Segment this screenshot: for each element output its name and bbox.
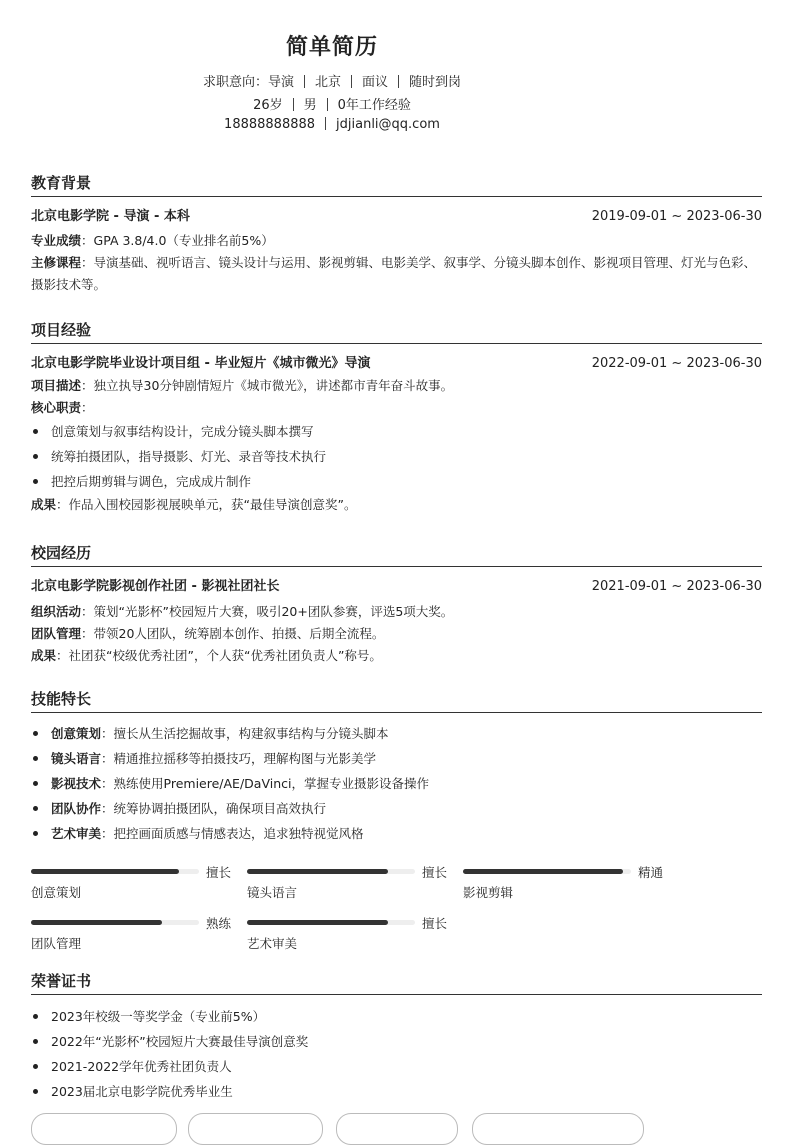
project-date: 2022-09-01 ~ 2023-06-30 (591, 356, 762, 371)
gpa-line (31, 230, 762, 252)
campus-head (31, 577, 762, 597)
campus-value: ：策划“光影杯”校园短片大赛，吸引20+团队参赛，评选5项大奖。 (81, 604, 454, 619)
skill-bar-track (247, 920, 415, 925)
skill-name: 镜头语言 (247, 885, 298, 900)
list-item: 2023届北京电影学院优秀毕业生 (31, 1079, 762, 1104)
age: 26岁 (253, 98, 283, 113)
skill-bar-track (31, 920, 199, 925)
list-item: 统筹拍摄团队，指导摄影、灯光、录音等技术执行 (31, 444, 762, 469)
course-line (31, 252, 762, 296)
list-item (31, 721, 762, 746)
section-divider (31, 994, 762, 995)
desc-label: 项目描述 (31, 378, 82, 393)
campus-value: ：带领20人团队，统筹剧本创作、拍摄、后期全流程。 (81, 626, 385, 641)
header-personal-line (0, 94, 664, 113)
skill-label: 艺术审美 (51, 826, 102, 841)
separator (325, 117, 326, 130)
project-name: 北京电影学院毕业设计项目组 - 毕业短片《城市微光》导演 (31, 356, 371, 371)
section-divider (31, 566, 762, 567)
skill-bar-track (463, 869, 631, 874)
club-role: 北京电影学院影视创作社团 - 影视社团社长 (31, 579, 280, 594)
skill-desc: ：统筹协调拍摄团队，确保项目高效执行 (101, 801, 327, 816)
school-major-degree: 北京电影学院 - 导演 - 本科 (31, 209, 190, 224)
tag-pill (336, 1113, 458, 1145)
project-section (31, 319, 762, 516)
skill-bar-fill (31, 920, 162, 925)
skill-bar-fill (31, 869, 179, 874)
skill-bar-track (31, 869, 199, 874)
section-divider (31, 343, 762, 344)
duty-colon: ： (81, 400, 94, 415)
skill-level: 熟练 (206, 916, 232, 931)
separator (304, 75, 305, 88)
section-title: 教育背景 (31, 174, 92, 192)
tag-pill (188, 1113, 323, 1145)
email: jdjianli@qq.com (336, 117, 440, 132)
list-item (31, 771, 762, 796)
list-item (31, 796, 762, 821)
skill-label: 影视技术 (51, 776, 102, 791)
education-date: 2019-09-01 ~ 2023-06-30 (591, 209, 762, 224)
project-desc-line (31, 375, 762, 397)
section-title: 技能特长 (31, 690, 92, 708)
skill-level: 擅长 (206, 865, 232, 880)
skill-desc: ：精通推拉摇移等拍摄技巧，理解构图与光影美学 (101, 751, 377, 766)
list-item (31, 746, 762, 771)
gender: 男 (303, 98, 317, 113)
campus-label: 组织活动 (31, 604, 82, 619)
campus-section (31, 542, 762, 667)
list-item: 创意策划与叙事结构设计，完成分镜头脚本撰写 (31, 419, 762, 444)
skill-label: 创意策划 (51, 726, 102, 741)
gpa-label: 专业成绩 (31, 233, 82, 248)
campus-line (31, 645, 762, 667)
gpa-value: ：GPA 3.8/4.0（专业排名前5%） (81, 233, 274, 248)
list-item: 把控后期剪辑与调色，完成成片制作 (31, 469, 762, 494)
duty-line (31, 397, 762, 419)
course-label: 主修课程 (31, 255, 82, 270)
project-result-line (31, 494, 762, 516)
section-title: 项目经验 (31, 321, 92, 339)
desc-value: ：独立执导30分钟剧情短片《城市微光》，讲述都市青年奋斗故事。 (81, 378, 454, 393)
skill-bar-fill (463, 869, 623, 874)
header-intent-line (0, 71, 664, 90)
skill-list (31, 721, 762, 846)
separator (293, 98, 294, 111)
list-item (31, 821, 762, 846)
campus-line (31, 623, 762, 645)
list-item: 2022年“光影杯”校园短片大赛最佳导演创意奖 (31, 1029, 762, 1054)
separator (327, 98, 328, 111)
phone: 18888888888 (224, 117, 316, 132)
section-title: 校园经历 (31, 544, 92, 562)
job-intent: 求职意向：导演 (202, 75, 294, 90)
skill-name: 艺术审美 (247, 936, 298, 951)
skill-name: 团队管理 (31, 936, 82, 951)
skill-desc: ：把控画面质感与情感表达，追求独特视觉风格 (101, 826, 364, 841)
section-divider (31, 196, 762, 197)
project-head (31, 354, 762, 374)
campus-date: 2021-09-01 ~ 2023-06-30 (591, 579, 762, 594)
skill-desc: ：擅长从生活挖掘故事，构建叙事结构与分镜头脚本 (101, 726, 389, 741)
course-value: ：导演基础、视听语言、镜头设计与运用、影视剪辑、电影美学、叙事学、分镜头脚本创作、影视项目管理、灯光与色彩、摄影技术等。 (31, 255, 757, 292)
skill-level: 擅长 (422, 865, 448, 880)
skill-bar-track (247, 869, 415, 874)
section-title: 荣誉证书 (31, 972, 92, 990)
campus-label: 成果 (31, 648, 57, 663)
skill-name: 创意策划 (31, 885, 82, 900)
skills-section (31, 688, 762, 846)
experience-years: 0年工作经验 (337, 98, 411, 113)
education-section (31, 172, 762, 296)
list-item: 2021-2022学年优秀社团负责人 (31, 1054, 762, 1079)
campus-value: ：社团获“校级优秀社团”，个人获“优秀社团负责人”称号。 (56, 648, 382, 663)
list-item: 2023年校级一等奖学金（专业前5%） (31, 1004, 762, 1029)
tag-pill (472, 1113, 644, 1145)
skill-level: 精通 (638, 865, 664, 880)
duty-list (31, 419, 762, 494)
salary: 面议 (362, 75, 389, 90)
skill-label: 团队协作 (51, 801, 102, 816)
availability: 随时到岗 (409, 75, 462, 90)
skill-label: 镜头语言 (51, 751, 102, 766)
skill-desc: ：熟练使用Premiere/AE/DaVinci，掌握专业摄影设备操作 (101, 776, 429, 791)
tag-pill (31, 1113, 177, 1145)
campus-line (31, 601, 762, 623)
result-label: 成果 (31, 497, 57, 512)
skill-bar-fill (247, 920, 388, 925)
city: 北京 (314, 75, 341, 90)
honors-section (31, 970, 762, 1104)
section-divider (31, 712, 762, 713)
resume-title: 简单简历 (285, 35, 378, 60)
result-value: ：作品入围校园影视展映单元，获“最佳导演创意奖”。 (56, 497, 357, 512)
duty-label: 核心职责 (31, 400, 82, 415)
campus-label: 团队管理 (31, 626, 82, 641)
skill-name: 影视剪辑 (463, 885, 514, 900)
skill-bar-fill (247, 869, 388, 874)
honor-list (31, 1004, 762, 1104)
separator (351, 75, 352, 88)
education-head (31, 207, 762, 227)
skill-level: 擅长 (422, 916, 448, 931)
header-contact-line (0, 117, 664, 132)
separator (398, 75, 399, 88)
